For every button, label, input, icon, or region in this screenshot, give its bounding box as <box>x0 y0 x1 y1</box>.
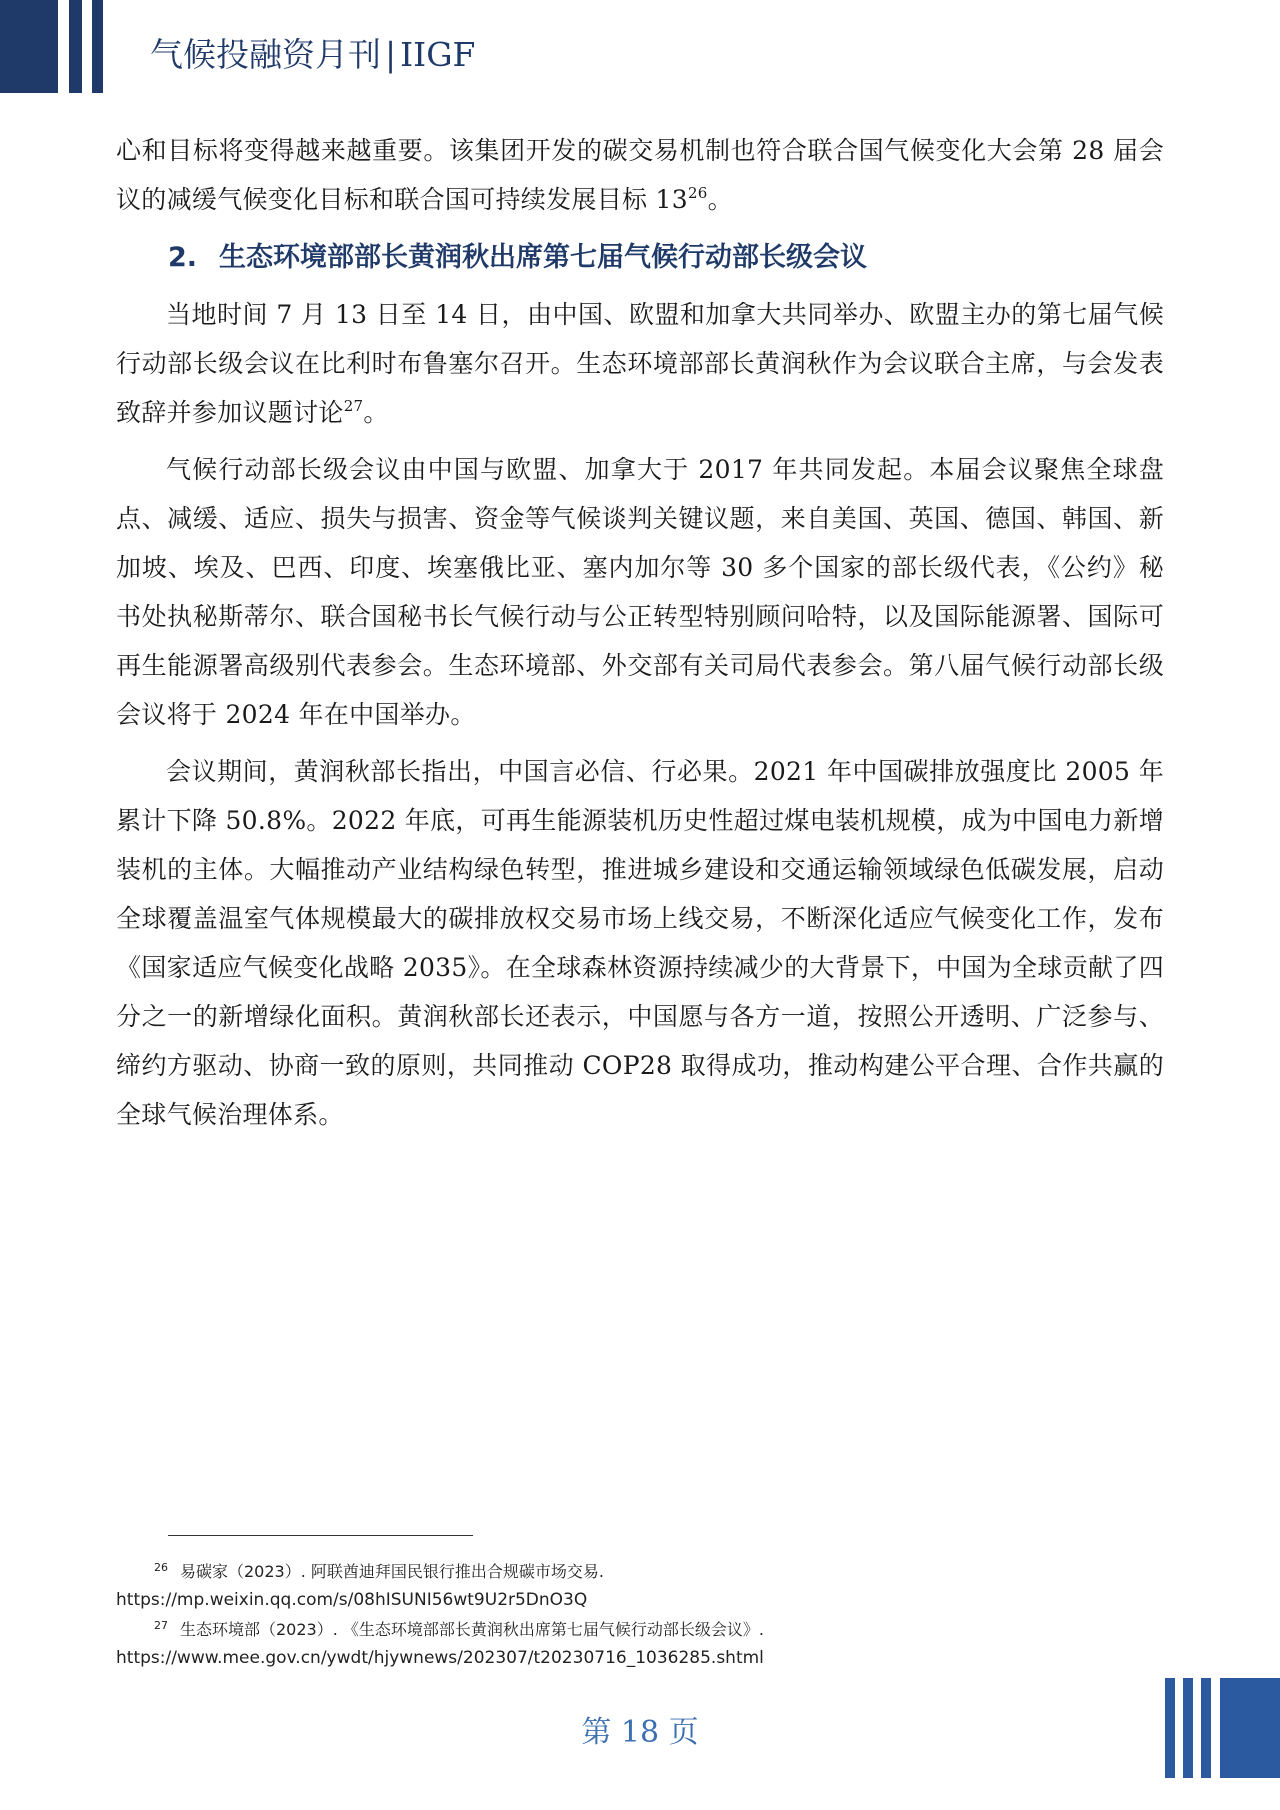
footnote-ref[interactable]: 27 <box>343 397 364 415</box>
footnote-26 <box>116 1557 1166 1586</box>
footer-bar-2 <box>1183 1678 1193 1778</box>
title-separator: | <box>385 35 397 74</box>
paragraph-tail: 。 <box>707 185 733 214</box>
footnote-number: 27 <box>154 1619 168 1632</box>
footer-bar-1 <box>1165 1678 1175 1778</box>
section-number: 2. <box>168 242 198 273</box>
footnote-number: 26 <box>154 1561 168 1574</box>
header-bar-3 <box>92 0 103 93</box>
paragraph: 气候行动部长级会议由中国与欧盟、加拿大于 2017 年共同发起。本届会议聚焦全球盘点、减缓、适应、损失与损害、资金等气候谈判关键议题，来自美国、英国、德国、韩国、新加坡、埃及、巴西、印度、埃塞俄比亚、塞内加尔等 30 多个国家的部长级代表，《公约》秘书处执秘斯蒂尔、联合国秘书长气候行动与公正转型特别顾问哈特，以及国际能源署、国际可再生能源署高级别代表参会。生态环境部、外交部有关司局代表参会。第八届气候行动部长级会议将于 2024 年在中国举办。 <box>116 455 1164 729</box>
footnote-text: 生态环境部（2023）. 《生态环境部部长黄润秋出席第七届气候行动部长级会议》. <box>180 1620 764 1639</box>
publication-org: IIGF <box>400 35 476 74</box>
footer-bar-4 <box>1220 1678 1280 1778</box>
footnote-text: 易碳家（2023）. 阿联酋迪拜国民银行推出合规碳市场交易. <box>180 1562 604 1581</box>
footnote-divider <box>168 1535 473 1536</box>
paragraph-text: 心和目标将变得越来越重要。该集团开发的碳交易机制也符合联合国气候变化大会第 28 届会议的减缓气候变化目标和联合国可持续发展目标 13 <box>116 136 1164 214</box>
paragraph-text: 当地时间 7 月 13 日至 14 日，由中国、欧盟和加拿大共同举办、欧盟主办的第七届气候行动部长级会议在比利时布鲁塞尔召开。生态环境部部长黄润秋作为会议联合主席，与会发表致辞并参加议题讨论 <box>116 300 1164 427</box>
page-number: 第 18 页 <box>581 1715 699 1750</box>
footnote-url-link[interactable]: https://mp.weixin.qq.com/s/08hISUNI56wt9U2r5DnO3Q <box>116 1590 588 1610</box>
section-heading <box>116 238 1164 278</box>
footnotes <box>116 1557 1166 1673</box>
paragraph: 会议期间，黄润秋部长指出，中国言必信、行必果。2021 年中国碳排放强度比 2005 年累计下降 50.8%。2022 年底，可再生能源装机历史性超过煤电装机规模，成为中国电力新增装机的主体。大幅推动产业结构绿色转型，推进城乡建设和交通运输领域绿色低碳发展，启动全球覆盖温室气体规模最大的碳排放权交易市场上线交易，不断深化适应气候变化工作，发布《国家适应气候变化战略 2035》。在全球森林资源持续减少的大背景下，中国为全球贡献了四分之一的新增绿化面积。黄润秋部长还表示，中国愿与各方一道，按照公开透明、广泛参与、缔约方驱动、协商一致的原则，共同推动 COP28 取得成功，推动构建公平合理、合作共赢的全球气候治理体系。 <box>116 757 1164 1129</box>
footer-bar-3 <box>1201 1678 1211 1778</box>
paragraph-tail: 。 <box>363 398 389 427</box>
header-bar-2 <box>69 0 82 93</box>
footnote-url-link[interactable]: https://www.mee.gov.cn/ywdt/hjywnews/202307/t20230716_1036285.shtml <box>116 1648 764 1668</box>
footnote-ref[interactable]: 26 <box>687 184 708 202</box>
publication-title <box>150 35 475 75</box>
publication-name: 气候投融资月刊 <box>150 35 381 74</box>
section-title: 生态环境部部长黄润秋出席第七届气候行动部长级会议 <box>219 242 868 273</box>
header-bar-1 <box>0 0 58 93</box>
article-body <box>116 126 1164 1139</box>
paragraph <box>116 290 1164 437</box>
paragraph-continuation <box>116 126 1164 224</box>
footnote-27 <box>116 1615 1166 1644</box>
